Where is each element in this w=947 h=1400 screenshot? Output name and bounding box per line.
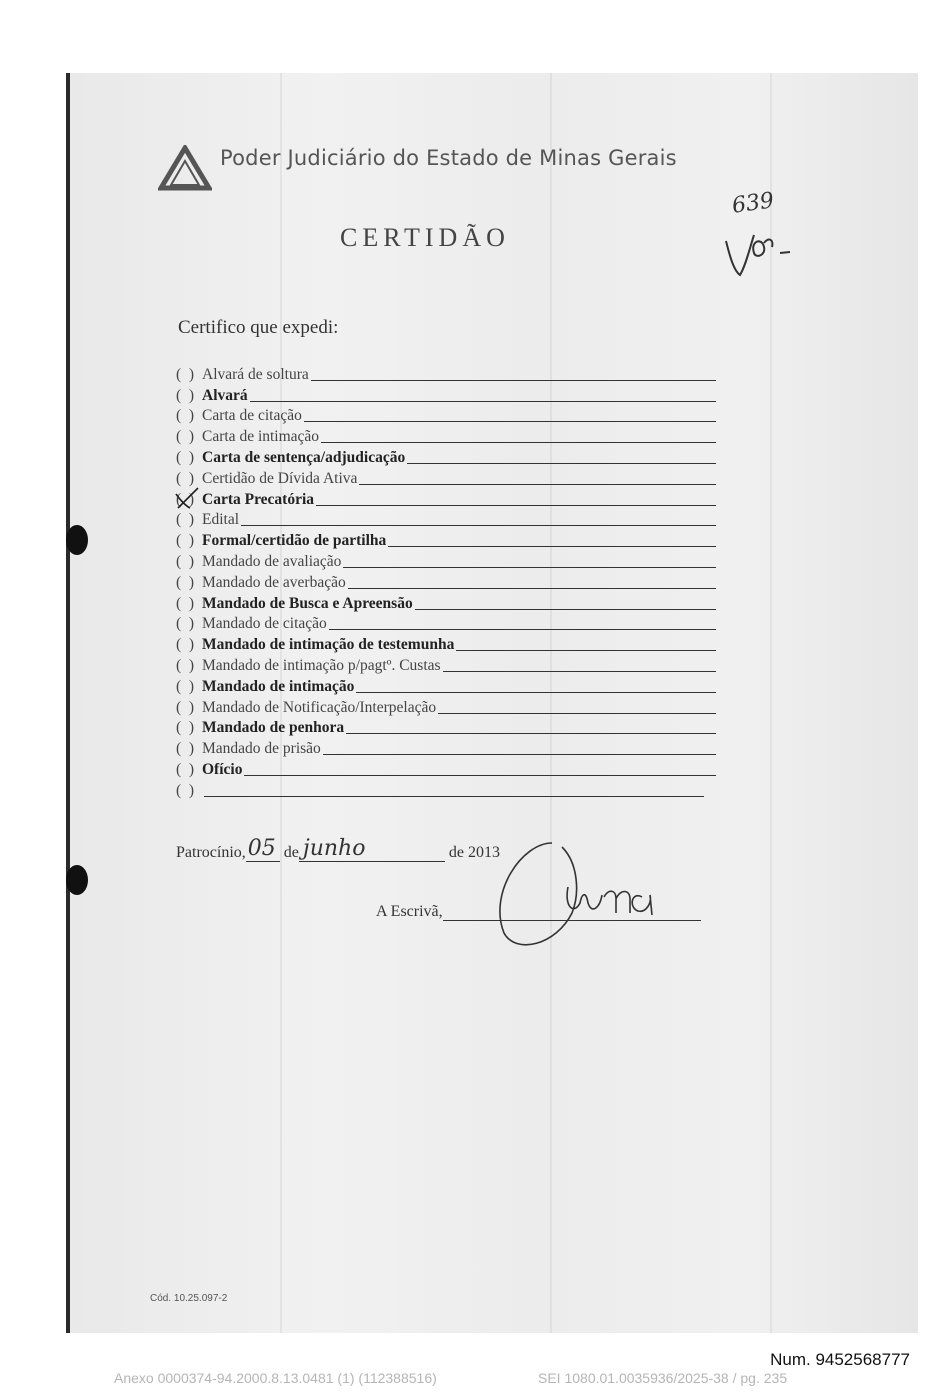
year-label: de 2013	[448, 844, 500, 861]
checkbox: ( )	[176, 573, 195, 591]
fill-line	[304, 407, 716, 422]
footer-attachment-ref: Anexo 0000374-94.2000.8.13.0481 (1) (112388516)	[114, 1370, 437, 1386]
document-type-label: Mandado de intimação de testemunha	[202, 636, 455, 654]
document-type-item	[176, 779, 716, 800]
document-type-item	[176, 446, 716, 467]
punch-hole-bottom	[66, 865, 88, 895]
document-type-item	[176, 425, 716, 446]
fill-line	[356, 678, 716, 693]
checkbox: ( )	[176, 719, 195, 737]
document-type-item	[176, 488, 716, 509]
document-type-label: Alvará de soltura	[202, 365, 309, 383]
document-type-item	[176, 675, 716, 696]
document-type-item	[176, 633, 716, 654]
punch-hole-top	[66, 525, 88, 555]
city-label: Patrocínio,	[176, 844, 246, 861]
handwritten-page-number: 639	[730, 188, 776, 219]
checkbox: ( )	[176, 448, 195, 466]
certificate-sheet	[66, 73, 918, 1333]
checkbox: ( )	[176, 760, 195, 778]
document-type-label: Mandado de penhora	[202, 719, 345, 737]
document-type-label: Certidão de Dívida Ativa	[202, 469, 358, 487]
document-type-item	[176, 384, 716, 405]
checkbox: ( )	[176, 532, 195, 550]
fill-line	[323, 740, 716, 755]
fill-line	[415, 595, 716, 610]
organization-name: Poder Judiciário do Estado de Minas Gerais	[220, 146, 677, 170]
signer-label: A Escrivã,	[376, 903, 443, 920]
document-type-label: Carta de sentença/adjudicação	[202, 448, 406, 466]
fill-line	[443, 657, 716, 672]
document-type-label: Carta Precatória	[202, 490, 315, 508]
document-type-item	[176, 758, 716, 779]
handwritten-day: 05	[247, 836, 276, 861]
document-type-label: Ofício	[202, 760, 243, 778]
document-type-item	[176, 592, 716, 613]
checkbox: ( )	[176, 365, 195, 383]
checkbox: ( )	[176, 781, 195, 799]
handwritten-month: junho	[302, 836, 366, 861]
checkbox: ( )	[176, 469, 195, 487]
checkbox: ( )	[176, 636, 195, 654]
fill-line	[321, 428, 716, 443]
document-type-label: Edital	[202, 511, 240, 529]
date-line	[176, 836, 500, 862]
document-type-label: Mandado de avaliação	[202, 552, 342, 570]
document-type-item	[176, 529, 716, 550]
fill-line	[359, 470, 716, 485]
document-type-item	[176, 571, 716, 592]
checkbox: ( )	[176, 407, 195, 425]
document-type-list	[176, 363, 716, 800]
checkbox: ( )	[176, 740, 195, 758]
fill-line	[348, 574, 716, 589]
document-type-label: Alvará	[202, 386, 248, 404]
checkbox: ( )	[176, 428, 195, 446]
document-type-item	[176, 509, 716, 530]
intro-text: Certifico que expedi:	[178, 317, 339, 338]
document-type-label: Mandado de intimação p/pagtº. Custas	[202, 656, 441, 674]
fill-line	[316, 491, 716, 506]
form-code: Cód. 10.25.097-2	[150, 1293, 228, 1304]
document-type-item	[176, 405, 716, 426]
document-type-label: Mandado de Notificação/Interpelação	[202, 698, 437, 716]
checkbox: ( )	[176, 511, 195, 529]
fill-line	[407, 449, 716, 464]
checkbox: ( )	[176, 698, 195, 716]
document-type-item	[176, 737, 716, 758]
de-label: de	[283, 844, 299, 861]
footer-sei-ref: SEI 1080.01.0035936/2025-38 / pg. 235	[538, 1370, 788, 1386]
document-type-label: Mandado de Busca e Apreensão	[202, 594, 413, 612]
handwritten-signature	[482, 833, 714, 953]
document-type-item	[176, 696, 716, 717]
document-type-label: Carta de intimação	[202, 428, 320, 446]
document-type-item	[176, 467, 716, 488]
checkbox: ( )	[176, 552, 195, 570]
fill-line	[343, 553, 716, 568]
fill-line	[456, 636, 716, 651]
fill-line	[311, 366, 716, 381]
document-type-item	[176, 654, 716, 675]
document-type-label: Mandado de averbação	[202, 573, 346, 591]
fill-line	[244, 761, 716, 776]
document-type-label: Mandado de prisão	[202, 740, 321, 758]
checkbox: ( )	[176, 615, 195, 633]
fill-line	[346, 719, 716, 734]
document-type-label: Formal/certidão de partilha	[202, 532, 387, 550]
checkbox: ( )	[176, 490, 195, 508]
fill-line	[388, 532, 716, 547]
document-type-item	[176, 550, 716, 571]
handwritten-check-mark	[172, 486, 206, 510]
checkbox: ( )	[176, 386, 195, 404]
checkbox: ( )	[176, 677, 195, 695]
document-type-label: Carta de citação	[202, 407, 302, 425]
document-type-item	[176, 613, 716, 634]
document-type-label: Mandado de citação	[202, 615, 327, 633]
checkbox: ( )	[176, 594, 195, 612]
document-type-item	[176, 717, 716, 738]
document-type-label: Mandado de intimação	[202, 677, 355, 695]
fill-line	[438, 699, 716, 714]
fill-line	[250, 387, 716, 402]
checkbox: ( )	[176, 656, 195, 674]
document-type-item	[176, 363, 716, 384]
judiciary-triangle-logo	[158, 145, 212, 191]
document-number: Num. 9452568777	[770, 1350, 910, 1369]
fill-line	[204, 782, 704, 797]
fill-line	[241, 511, 716, 526]
handwritten-initials	[720, 213, 800, 283]
fill-line	[329, 615, 716, 630]
document-title: CERTIDÃO	[340, 223, 510, 252]
